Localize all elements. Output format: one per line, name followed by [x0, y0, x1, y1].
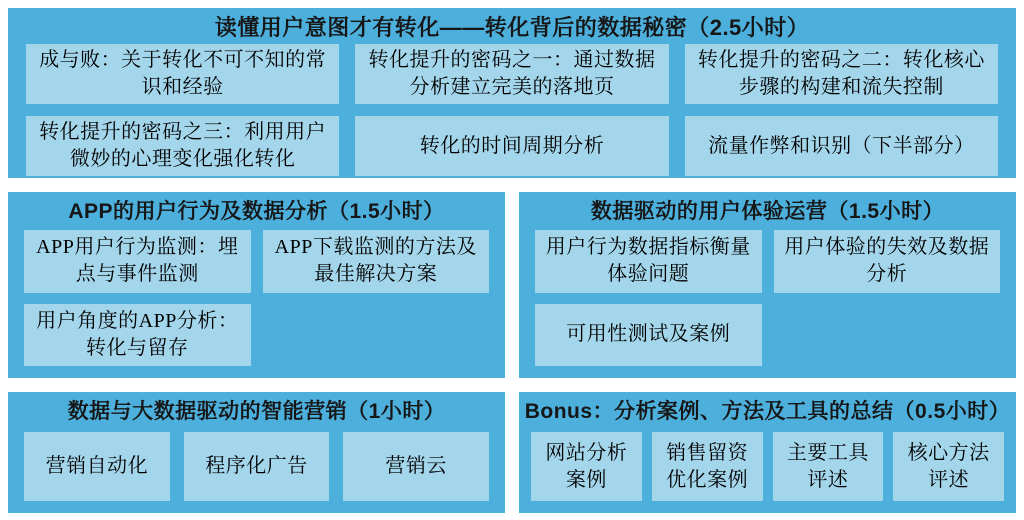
topic-box: 成与败：关于转化不可不知的常识和经验 [26, 44, 339, 104]
module-panel-marketing [8, 392, 505, 513]
topic-box: 用户体验的失效及数据分析 [774, 230, 1001, 293]
empty-cell [263, 304, 490, 367]
topic-grid-marketing [8, 428, 505, 513]
module-panel-bonus [519, 392, 1016, 513]
topic-box: 程序化广告 [184, 432, 330, 501]
empty-cell [774, 304, 1001, 367]
module-title-bonus: Bonus：分析案例、方法及工具的总结（0.5小时） [524, 400, 1011, 423]
topic-box: 用户角度的APP分析：转化与留存 [24, 304, 251, 367]
middle-row [8, 192, 1016, 378]
topic-box: 主要工具评述 [773, 432, 884, 501]
module-title-conversion: 读懂用户意图才有转化——转化背后的数据秘密（2.5小时） [214, 14, 810, 40]
module-panel-conversion [8, 8, 1016, 178]
topic-box: 转化的时间周期分析 [355, 116, 668, 176]
topic-grid-ux [519, 228, 1016, 378]
topic-box: 可用性测试及案例 [535, 304, 762, 367]
topic-grid-bonus [519, 428, 1016, 513]
module-title-app: APP的用户行为及数据分析（1.5小时） [68, 200, 445, 223]
topic-box: 用户行为数据指标衡量体验问题 [535, 230, 762, 293]
topic-box: 营销云 [343, 432, 489, 501]
topic-grid-conversion [8, 44, 1016, 186]
module-panel-ux [519, 192, 1016, 378]
topic-grid-app [8, 228, 505, 378]
bottom-row [8, 392, 1016, 513]
topic-box: APP用户行为监测：埋点与事件监测 [24, 230, 251, 293]
topic-box: 转化提升的密码之二：转化核心步骤的构建和流失控制 [685, 44, 998, 104]
topic-box: APP下载监测的方法及最佳解决方案 [263, 230, 490, 293]
topic-box: 网站分析案例 [531, 432, 642, 501]
module-panel-app [8, 192, 505, 378]
topic-box: 销售留资优化案例 [652, 432, 763, 501]
module-title-marketing: 数据与大数据驱动的智能营销（1小时） [67, 400, 446, 423]
topic-box: 转化提升的密码之三：利用用户微妙的心理变化强化转化 [26, 116, 339, 176]
module-title-ux: 数据驱动的用户体验运营（1.5小时） [590, 200, 945, 223]
topic-box: 核心方法评述 [893, 432, 1004, 501]
topic-box: 营销自动化 [24, 432, 170, 501]
topic-box: 流量作弊和识别（下半部分） [685, 116, 998, 176]
topic-box: 转化提升的密码之一：通过数据分析建立完美的落地页 [355, 44, 668, 104]
